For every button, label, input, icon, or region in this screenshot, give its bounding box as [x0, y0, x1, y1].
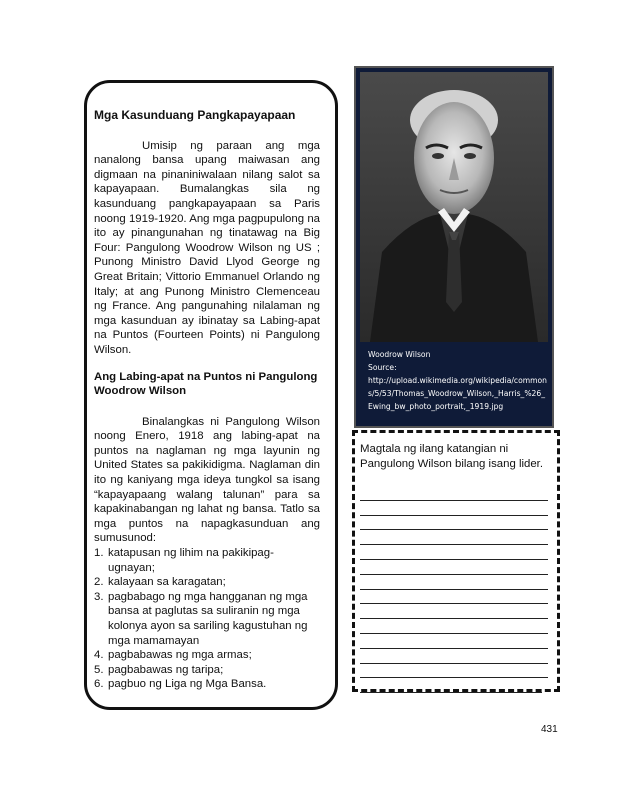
item-number: 2.: [94, 576, 104, 589]
list-item: [94, 575, 320, 590]
item-text: pagbabawas ng taripa;: [108, 663, 224, 676]
points-list: [94, 546, 320, 692]
list-item: [94, 648, 320, 663]
section-title: Mga Kasunduang Pangkapayapaan: [94, 108, 296, 122]
answer-line[interactable]: [360, 634, 548, 649]
answer-line[interactable]: [360, 664, 548, 679]
answer-line[interactable]: [360, 590, 548, 605]
list-item: [94, 663, 320, 678]
caption-name: Woodrow Wilson: [368, 350, 431, 359]
item-text: katapusan ng lihim na pakikipag-ugnayan;: [108, 547, 274, 574]
text-box-content: [94, 108, 320, 692]
intro-paragraph: Umisip ng paraan ang mga nanalong bansa upang maiwasan ang digmaan na pinaniniwalaan nilang salot sa kapayapaan. Bumalangkas sila ng kasunduang pangkapayapaan sa Paris noong 1919-1920. Ang mga pagpupulong na ito ay pinangunahan ng tinatawag na Big Four: Pangulong Woodrow Wilson ng US ; Punong Ministro David Llyod George ng Great Britain; Vittorio Emmanuel Orlando ng Italy; at ang Punong Ministro Clemenceau ng France. Ang pangunahing nilalaman ng mga kasunduan ay ibinatay sa Labing-apat na Puntos (Fourteen Points) ni Pangulong Wilson.: [94, 139, 320, 356]
caption-url: http://upload.wikimedia.org/wikipedia/commons/5/53/Thomas_Woodrow_Wilson,_Harris_%26_Ewing_bw_photo_portrait,_1919.jpg: [368, 376, 547, 411]
list-item: [94, 590, 320, 648]
answer-line[interactable]: [360, 619, 548, 634]
body-paragraph: Binalangkas ni Pangulong Wilson noong Enero, 1918 ang labing-apat na puntos na naglaman ng mga layunin ng United States sa pakikidigma. Naglaman din ito ng kaniyang mga ideya tungkol sa isang “kapayapaang walang talunan” para sa kapakinabangan ng lahat ng bansa. Tatlo sa mga puntos na napagkasunduan ang sumusunod:: [94, 415, 320, 545]
answer-line[interactable]: [360, 604, 548, 619]
list-item: [94, 677, 320, 692]
answer-line[interactable]: [360, 516, 548, 531]
answer-line[interactable]: [360, 501, 548, 516]
answer-line[interactable]: [360, 678, 542, 693]
photo-caption: [368, 348, 548, 413]
item-text: kalayaan sa karagatan;: [108, 576, 226, 589]
activity-prompt: Magtala ng ilang katangian ni Pangulong Wilson bilang isang lider.: [360, 443, 544, 470]
answer-line[interactable]: [360, 545, 548, 560]
answer-line[interactable]: [360, 575, 548, 590]
item-number: 6.: [94, 678, 104, 691]
answer-lines[interactable]: [360, 486, 548, 693]
list-item: [94, 546, 320, 575]
portrait-photo: [360, 72, 548, 342]
item-number: 3.: [94, 590, 104, 603]
page-number: 431: [541, 724, 558, 735]
item-text: pagbuo ng Liga ng Mga Bansa.: [108, 678, 267, 691]
item-text: pagbabawas ng mga armas;: [108, 649, 252, 662]
answer-line[interactable]: [360, 649, 548, 664]
caption-source-label: Source:: [368, 363, 397, 372]
item-number: 4.: [94, 649, 104, 662]
answer-line[interactable]: [360, 560, 548, 575]
answer-line[interactable]: [360, 530, 548, 545]
subheading: Ang Labing-apat na Puntos ni Pangulong Woodrow Wilson: [94, 370, 318, 398]
item-number: 5.: [94, 663, 104, 676]
item-text: pagbabago ng mga hangganan ng mga bansa at paglutas sa suliranin ng mga kolonya ayon sa sariling kagustuhan ng mga mamamayan: [108, 590, 308, 647]
portrait-panel: [354, 66, 554, 428]
item-number: 1.: [94, 547, 104, 560]
answer-line[interactable]: [360, 486, 548, 501]
